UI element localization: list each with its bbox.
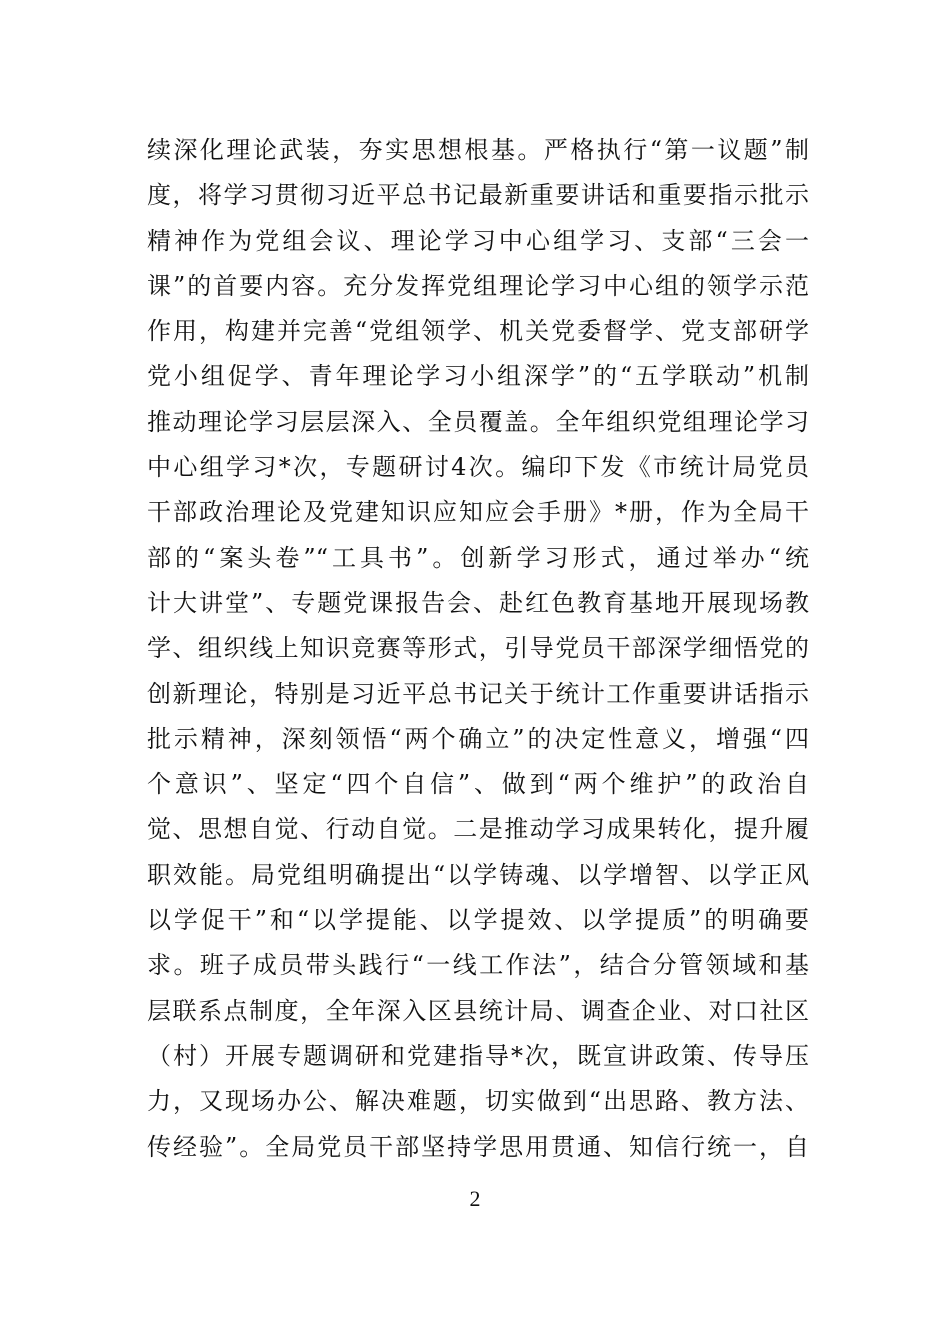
text-line: （村）开展专题调研和党建指导*次，既宣讲政策、传导压: [147, 1041, 809, 1070]
text-line: 中心组学习*次，专题研讨4次。编印下发《市统计局党员: [147, 453, 809, 482]
text-line: 求。班子成员带头践行“一线工作法”，结合分管领域和基: [147, 951, 809, 980]
text-line: 力，又现场办公、解决难题，切实做到“出思路、教方法、: [147, 1087, 809, 1116]
text-line: 计大讲堂”、专题党课报告会、赴红色教育基地开展现场教: [147, 588, 809, 617]
text-line: 党小组促学、青年理论学习小组深学”的“五学联动”机制: [147, 362, 809, 391]
body-text: [147, 128, 809, 1170]
text-line: 学、组织线上知识竞赛等形式，引导党员干部深学细悟党的: [147, 634, 809, 663]
text-line: 续深化理论武装，夯实思想根基。严格执行“第一议题”制: [147, 136, 809, 164]
text-line: 以学促干”和“以学提能、以学提效、以学提质”的明确要: [147, 906, 809, 935]
text-line: 创新理论，特别是习近平总书记关于统计工作重要讲话指示: [147, 679, 809, 708]
text-line: 个意识”、坚定“四个自信”、做到“两个维护”的政治自: [147, 770, 809, 799]
text-line: 作用，构建并完善“党组领学、机关党委督学、党支部研学: [147, 317, 809, 346]
text-line: 部的“案头卷”“工具书”。创新学习形式，通过举办“统: [147, 543, 809, 572]
text-line: 觉、思想自觉、行动自觉。二是推动学习成果转化，提升履: [147, 815, 809, 844]
text-line: 职效能。局党组明确提出“以学铸魂、以学增智、以学正风: [147, 860, 809, 889]
text-line: 度，将学习贯彻习近平总书记最新重要讲话和重要指示批示: [147, 181, 809, 210]
text-line: 层联系点制度，全年深入区县统计局、调查企业、对口社区: [147, 996, 809, 1025]
text-line: 课”的首要内容。充分发挥党组理论学习中心组的领学示范: [147, 271, 809, 300]
text-line: 干部政治理论及党建知识应知应会手册》*册，作为全局干: [147, 498, 809, 527]
page-number: 2: [469, 1186, 481, 1211]
text-line: 推动理论学习层层深入、全员覆盖。全年组织党组理论学习: [147, 407, 809, 436]
text-line: 批示精神，深刻领悟“两个确立”的决定性意义，增强“四: [147, 724, 809, 753]
text-line: 精神作为党组会议、理论学习中心组学习、支部“三会一: [147, 226, 809, 255]
text-line: 传经验”。全局党员干部坚持学思用贯通、知信行统一，自: [147, 1132, 809, 1161]
